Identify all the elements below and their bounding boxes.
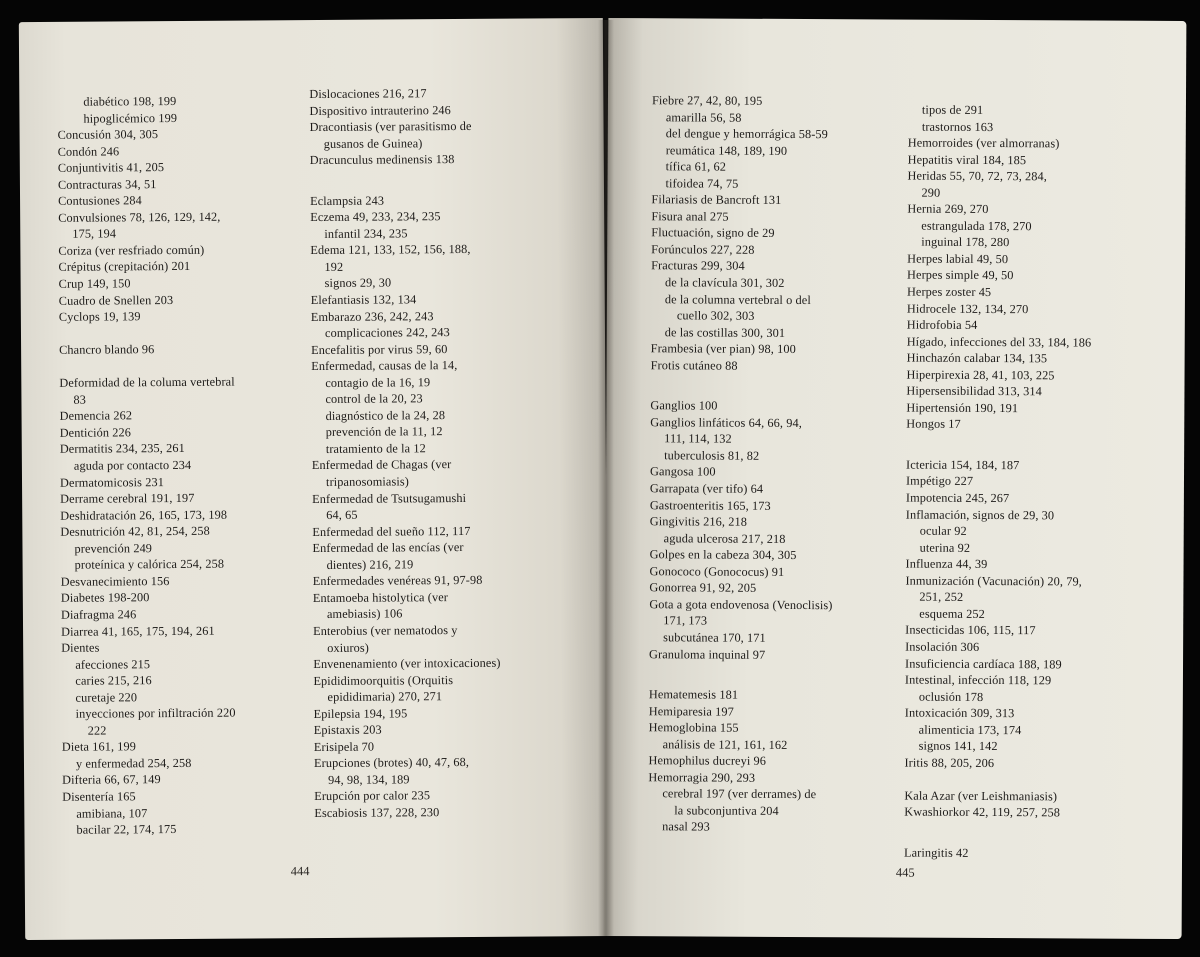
index-entry: Dislocaciones 216, 217 — [309, 86, 427, 102]
index-entry: 171, 173 — [663, 613, 708, 628]
index-entry: Hongos 17 — [906, 416, 961, 432]
index-column — [57, 92, 287, 838]
index-entry: Enfermedad, causas de la 14, — [311, 358, 458, 374]
index-entry: Iritis 88, 205, 206 — [904, 755, 995, 770]
index-entry: Hemorroides (ver almorranas) — [907, 135, 1060, 151]
index-entry: Convulsiones 78, 126, 129, 142, — [58, 209, 221, 225]
index-entry: Herpes labial 49, 50 — [907, 251, 1009, 267]
index-entry: bacilar 22, 174, 175 — [76, 822, 177, 837]
index-entry: Enfermedad de las encías (ver — [312, 540, 464, 556]
index-entry: Enfermedad de Tsutsugamushi — [312, 490, 467, 506]
index-column — [309, 84, 564, 821]
index-entry: Intoxicación 309, 313 — [904, 705, 1015, 721]
index-entry: Epistaxis 203 — [313, 722, 382, 738]
index-entry: Crup 149, 150 — [58, 276, 131, 291]
index-entry: ocular 92 — [919, 523, 967, 539]
page-number: 444 — [290, 864, 310, 879]
index-entry: tifoidea 74, 75 — [665, 176, 739, 191]
index-entry: Disentería 165 — [62, 789, 136, 804]
index-entry: Heridas 55, 70, 72, 73, 284, — [907, 168, 1048, 184]
index-entry: Crépitus (crepitación) 201 — [58, 259, 191, 275]
index-entry: Herpes zoster 45 — [906, 284, 992, 300]
index-entry: Gonococo (Gonococus) 91 — [649, 563, 785, 579]
index-entry: la subconjuntiva 204 — [674, 803, 779, 818]
index-entry: Fisura anal 275 — [651, 209, 729, 224]
index-entry: Insolación 306 — [905, 639, 980, 654]
index-spacer — [904, 821, 1144, 846]
index-entry: Hidrocele 132, 134, 270 — [906, 301, 1029, 316]
index-entry: Frotis cutáneo 88 — [650, 357, 738, 373]
index-entry: Dermatitis 234, 235, 261 — [59, 441, 185, 457]
index-entry: Escabiosis 137, 228, 230 — [314, 805, 440, 821]
index-entry: Kala Azar (ver Leishmaniasis) — [904, 788, 1058, 804]
index-entry: Diabetes 198-200 — [60, 590, 150, 606]
index-entry: Forúnculos 227, 228 — [651, 242, 755, 257]
index-entry: 192 — [324, 259, 344, 274]
index-entry: afecciones 215 — [75, 656, 151, 672]
index-entry: Hipertensión 190, 191 — [906, 400, 1019, 416]
index-entry: cuello 302, 303 — [676, 308, 755, 323]
index-entry: caries 215, 216 — [75, 673, 152, 688]
index-entry: oclusión 178 — [918, 689, 984, 704]
index-entry: Hiperpirexia 28, 41, 103, 225 — [906, 367, 1055, 383]
index-entry: trastornos 163 — [921, 119, 994, 134]
index-column — [648, 92, 892, 836]
index-entry: Enfermedades venéreas 91, 97-98 — [312, 573, 483, 589]
index-entry: Conjuntivitis 41, 205 — [57, 160, 165, 176]
index-entry: Chancro blando 96 — [59, 342, 155, 358]
index-entry: Condón 246 — [57, 144, 120, 159]
index-spacer — [59, 324, 284, 342]
index-entry: control de la 20, 23 — [325, 391, 423, 407]
index-entry: Coriza (ver resfriado común) — [58, 242, 205, 258]
index-spacer — [904, 771, 1144, 789]
index-entry: gusanos de Guinea) — [323, 135, 423, 151]
index-entry: Concusión 304, 305 — [57, 127, 159, 142]
index-entry: Dieta 161, 199 — [61, 739, 137, 755]
index-entry: Frambesia (ver pian) 98, 100 — [650, 341, 796, 357]
index-entry: diagnóstico de la 24, 28 — [325, 407, 446, 423]
index-entry: Hemorragia 290, 293 — [648, 770, 756, 785]
index-entry: reumática 148, 189, 190 — [665, 142, 788, 158]
index-entry: Deformidad de la columa vertebral — [59, 374, 235, 391]
index-entry: Golpes en la cabeza 304, 305 — [649, 547, 797, 563]
index-entry: Fiebre 27, 42, 80, 195 — [651, 93, 763, 108]
index-entry: Edema 121, 133, 152, 156, 188, — [310, 242, 471, 258]
index-entry: 64, 65 — [326, 507, 358, 523]
index-entry: infantil 234, 235 — [324, 226, 408, 241]
index-entry: 290 — [921, 185, 941, 200]
index-entry: Insecticidas 106, 115, 117 — [905, 622, 1036, 638]
index-entry: 83 — [73, 392, 86, 407]
index-entry: Filariasis de Bancroft 131 — [651, 192, 782, 208]
index-entry: Dispositivo intrauterino 246 — [309, 102, 451, 118]
index-column — [904, 102, 1148, 863]
index-entry: inguinal 178, 280 — [921, 235, 1010, 250]
index-entry: diabético 198, 199 — [83, 93, 177, 109]
index-entry: Encefalitis por virus 59, 60 — [311, 341, 448, 357]
index-entry: Impotencia 245, 267 — [905, 490, 1010, 506]
index-entry: Laringitis 42 — [904, 845, 969, 860]
index-spacer — [310, 167, 560, 193]
index-entry: Derrame cerebral 191, 197 — [60, 490, 195, 506]
index-entry: Garrapata (ver tifo) 64 — [649, 481, 764, 496]
index-entry: oxiuros) — [327, 640, 370, 655]
index-entry: amebiasis) 106 — [326, 606, 403, 622]
index-entry: Hipersensibilidad 313, 314 — [906, 383, 1042, 399]
index-entry: dientes) 216, 219 — [326, 557, 414, 572]
index-entry: Hidrofobia 54 — [906, 317, 978, 333]
index-entry: Epilepsia 194, 195 — [313, 706, 408, 721]
index-spacer — [650, 374, 890, 399]
index-entry: Kwashiorkor 42, 119, 257, 258 — [904, 804, 1061, 820]
index-entry: Gastroenteritis 165, 173 — [649, 497, 771, 513]
index-entry: tripanosomiasis) — [325, 474, 409, 489]
index-entry: Dracunculus medinensis 138 — [309, 152, 455, 168]
index-entry: cerebral 197 (ver derrames) de — [662, 786, 817, 802]
index-entry: Dermatomicosis 231 — [59, 474, 164, 490]
index-entry: Dracontiasis (ver parasitismo de — [309, 119, 472, 135]
index-entry: Cuadro de Snellen 203 — [58, 292, 174, 308]
index-entry: Fluctuación, signo de 29 — [651, 225, 775, 241]
index-entry: Granuloma inquinal 97 — [649, 646, 766, 662]
index-entry: de la columna vertebral o del — [664, 291, 811, 307]
index-entry: Insuficiencia cardíaca 188, 189 — [904, 656, 1062, 671]
index-entry: de la clavícula 301, 302 — [664, 275, 785, 290]
index-entry: Hinchazón calabar 134, 135 — [906, 350, 1048, 366]
index-entry: 94, 98, 134, 189 — [328, 772, 410, 787]
index-entry: Desnutrición 42, 81, 254, 258 — [60, 523, 210, 540]
index-entry: Diarrea 41, 165, 175, 194, 261 — [61, 623, 215, 639]
index-entry: Eclampsia 243 — [310, 193, 385, 208]
index-entry: Gingivitis 216, 218 — [649, 514, 748, 529]
index-entry: Epididimoorquitis (Orquitis — [313, 672, 454, 688]
index-entry: Ictericia 154, 184, 187 — [906, 457, 1020, 473]
index-entry: Erupción por calor 235 — [314, 788, 431, 804]
index-entry: uterina 92 — [919, 540, 971, 555]
index-entry: Cyclops 19, 139 — [58, 309, 141, 324]
index-entry: estrangulada 178, 270 — [921, 218, 1032, 234]
index-entry: tuberculosis 81, 82 — [664, 448, 760, 463]
left-page — [19, 18, 609, 940]
index-entry: Impétigo 227 — [905, 474, 974, 489]
index-entry: Envenenamiento (ver intoxicaciones) — [313, 655, 501, 672]
index-entry: Fracturas 299, 304 — [651, 258, 745, 274]
index-entry: aguda por contacto 234 — [73, 457, 192, 473]
index-entry: signos 29, 30 — [324, 275, 392, 291]
index-entry: nasal 293 — [662, 819, 710, 834]
index-entry: Hemoglobina 155 — [648, 720, 739, 735]
index-entry: Influenza 44, 39 — [905, 556, 988, 572]
index-entry: tipos de 291 — [921, 102, 984, 117]
index-entry: Difteria 66, 67, 149 — [62, 772, 161, 788]
index-entry: Inflamación, signos de 29, 30 — [905, 507, 1055, 522]
index-entry: subcutánea 170, 171 — [663, 630, 766, 645]
page-number: 445 — [895, 865, 915, 880]
index-entry: análisis de 121, 161, 162 — [662, 736, 788, 752]
index-entry: Embarazo 236, 242, 243 — [310, 308, 434, 324]
index-entry: prevención 249 — [74, 540, 153, 556]
index-entry: Enterobius (ver nematodos y — [313, 622, 458, 639]
index-entry: alimenticia 173, 174 — [918, 722, 1022, 737]
index-entry: Inmunización (Vacunación) 20, 79, — [905, 573, 1082, 589]
index-entry: Hernia 269, 270 — [907, 201, 989, 217]
index-entry: amibiana, 107 — [76, 805, 148, 821]
index-entry: Enfermedad de Chagas (ver — [311, 457, 452, 473]
index-entry: Diafragma 246 — [60, 607, 137, 622]
index-entry: Gota a gota endovenosa (Venoclisis) — [649, 597, 833, 613]
index-entry: tífica 61, 62 — [665, 159, 727, 174]
index-entry: 111, 114, 132 — [664, 431, 732, 447]
index-entry: Hematemesis 181 — [648, 687, 739, 702]
index-entry: Elefantiasis 132, 134 — [310, 292, 417, 308]
index-entry: contagio de la 16, 19 — [325, 374, 431, 390]
index-entry: Contracturas 34, 51 — [57, 176, 157, 192]
index-entry: prevención de la 11, 12 — [325, 424, 443, 440]
index-entry: Demencia 262 — [59, 408, 133, 424]
index-entry: Hepatitis viral 184, 185 — [907, 152, 1027, 167]
index-entry: amarilla 56, 58 — [665, 109, 742, 125]
index-entry: aguda ulcerosa 217, 218 — [663, 530, 786, 546]
index-entry: Deshidratación 26, 165, 173, 198 — [60, 507, 228, 523]
index-entry: Gonorrea 91, 92, 205 — [649, 580, 757, 596]
index-entry: del dengue y hemorrágica 58-59 — [665, 126, 828, 142]
index-entry: Ganglios 100 — [650, 398, 718, 413]
index-entry: Contusiones 284 — [58, 193, 142, 209]
index-entry: 251, 252 — [919, 589, 964, 605]
index-entry: Entamoeba histolytica (ver — [312, 589, 448, 605]
index-entry: tratamiento de la 12 — [325, 441, 426, 456]
index-entry: Ganglios linfáticos 64, 66, 94, — [650, 415, 802, 430]
index-entry: Enfermedad del sueño 112, 117 — [312, 523, 471, 539]
index-entry: Hígado, infecciones del 33, 184, 186 — [906, 334, 1092, 350]
index-entry: Dentición 226 — [59, 425, 132, 440]
index-entry: proteínica y calórica 254, 258 — [74, 556, 225, 573]
right-page — [604, 18, 1187, 939]
index-entry: Gangosa 100 — [649, 464, 716, 480]
index-entry: 222 — [87, 723, 107, 738]
index-entry: Eczema 49, 233, 234, 235 — [310, 209, 441, 225]
index-entry: inyecciones por infiltración 220 — [75, 705, 236, 721]
index-entry: complicaciones 242, 243 — [324, 325, 450, 341]
index-spacer — [906, 433, 1146, 458]
index-entry: Desvanecimiento 156 — [60, 573, 170, 589]
index-entry: curetaje 220 — [75, 689, 138, 705]
index-entry: signos 141, 142 — [918, 738, 998, 754]
index-entry: Hemophilus ducreyi 96 — [648, 753, 767, 769]
index-entry: de las costillas 300, 301 — [664, 324, 786, 340]
index-entry: esquema 252 — [919, 606, 985, 621]
index-entry: epididimaria) 270, 271 — [327, 689, 443, 705]
index-spacer — [649, 662, 889, 687]
index-entry: Erupciones (brotes) 40, 47, 68, — [313, 755, 470, 771]
index-entry: hipoglicémico 199 — [83, 110, 178, 126]
index-spacer — [59, 357, 284, 375]
index-entry: Herpes simple 49, 50 — [907, 268, 1014, 283]
index-entry: Dientes — [61, 640, 100, 655]
index-entry: 175, 194 — [72, 226, 117, 242]
index-entry: Hemiparesia 197 — [648, 703, 734, 719]
index-entry: y enfermedad 254, 258 — [75, 755, 192, 771]
index-entry: Erisipela 70 — [313, 739, 375, 754]
index-entry: Intestinal, infección 118, 129 — [904, 672, 1052, 688]
